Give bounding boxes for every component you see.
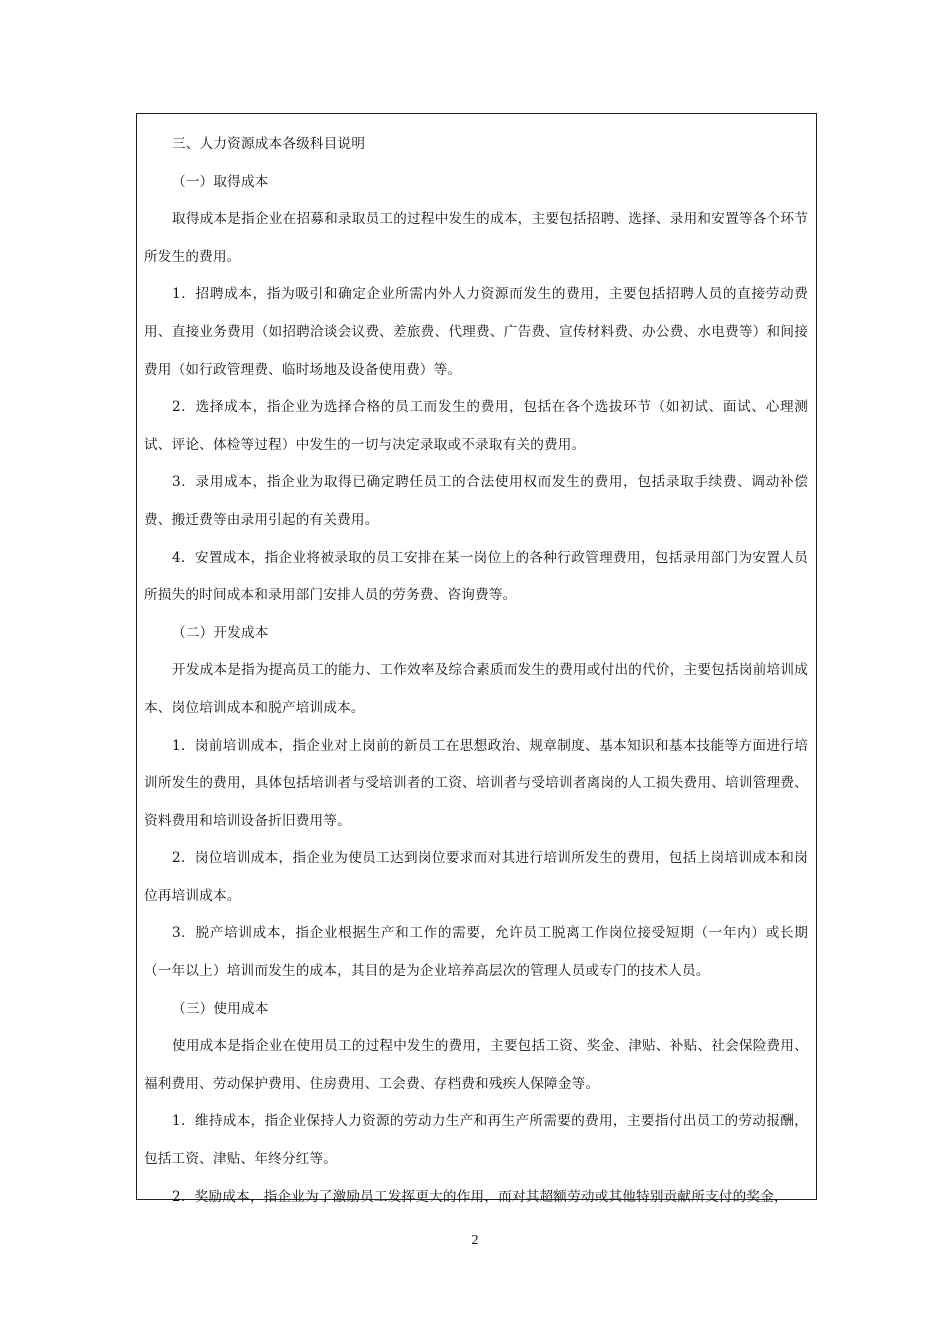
paragraph: 2．选择成本，指企业为选择合格的员工而发生的费用，包括在各个选拔环节（如初试、面试、心理测试、评论、体检等过程）中发生的一切与决定录取或不录取有关的费用。 — [144, 399, 808, 453]
document-body — [144, 126, 808, 1216]
paragraph: 1．维持成本，指企业保持人力资源的劳动力生产和再生产所需要的费用，主要指付出员工的劳动报酬，包括工资、津贴、年终分红等。 — [144, 1113, 808, 1168]
paragraph: 取得成本是指企业在招募和录取员工的过程中发生的成本，主要包括招聘、选择、录用和安置等各个环节所发生的费用。 — [144, 211, 808, 265]
paragraph: 3．录用成本，指企业为取得已确定聘任员工的合法使用权而发生的费用，包括录取手续费、调动补偿费、搬迁费等由录用引起的有关费用。 — [144, 474, 808, 528]
paragraph: 3．脱产培训成本，指企业根据生产和工作的需要，允许员工脱离工作岗位接受短期（一年内）或长期（一年以上）培训而发生的成本，其目的是为企业培养高层次的管理人员或专门的技术人员。 — [144, 925, 808, 980]
page-number: 2 — [471, 1233, 479, 1248]
paragraph: 1．招聘成本，指为吸引和确定企业所需内外人力资源而发生的费用，主要包括招聘人员的直接劳动费用、直接业务费用（如招聘洽谈会议费、差旅费、代理费、广告费、宣传材料费、办公费、水电费等）和间接费用（如行政管理费、临时场地及设备使用费）等。 — [144, 286, 808, 378]
subsection-heading: （二）开发成本 — [172, 624, 269, 641]
subsection-heading: （三）使用成本 — [172, 1000, 269, 1017]
paragraph: 4．安置成本，指企业将被录取的员工安排在某一岗位上的各种行政管理费用，包括录用部门为安置人员所损失的时间成本和录用部门安排人员的劳务费、咨询费等。 — [144, 549, 808, 604]
paragraph: 开发成本是指为提高员工的能力、工作效率及综合素质而发生的费用或付出的代价，主要包括岗前培训成本、岗位培训成本和脱产培训成本。 — [144, 662, 808, 716]
paragraph: 2．岗位培训成本，指企业为使员工达到岗位要求而对其进行培训所发生的费用，包括上岗培训成本和岗位再培训成本。 — [144, 850, 808, 904]
paragraph: 使用成本是指企业在使用员工的过程中发生的费用，主要包括工资、奖金、津贴、补贴、社会保险费用、福利费用、劳动保护费用、住房费用、工会费、存档费和残疾人保障金等。 — [144, 1038, 808, 1092]
paragraph: 1．岗前培训成本，指企业对上岗前的新员工在思想政治、规章制度、基本知识和基本技能等方面进行培训所发生的费用，具体包括培训者与受培训者的工资、培训者与受培训者离岗的人工损失费用、培训管理费、资料费用和培训设备折旧费用等。 — [144, 737, 808, 829]
section-heading: 三、人力资源成本各级科目说明 — [172, 136, 366, 152]
paragraph: 2．奖励成本，指企业为了激励员工发挥更大的作用，而对其超额劳动或其他特别贡献所支付的奖金， — [172, 1188, 788, 1205]
subsection-heading: （一）取得成本 — [172, 173, 269, 190]
